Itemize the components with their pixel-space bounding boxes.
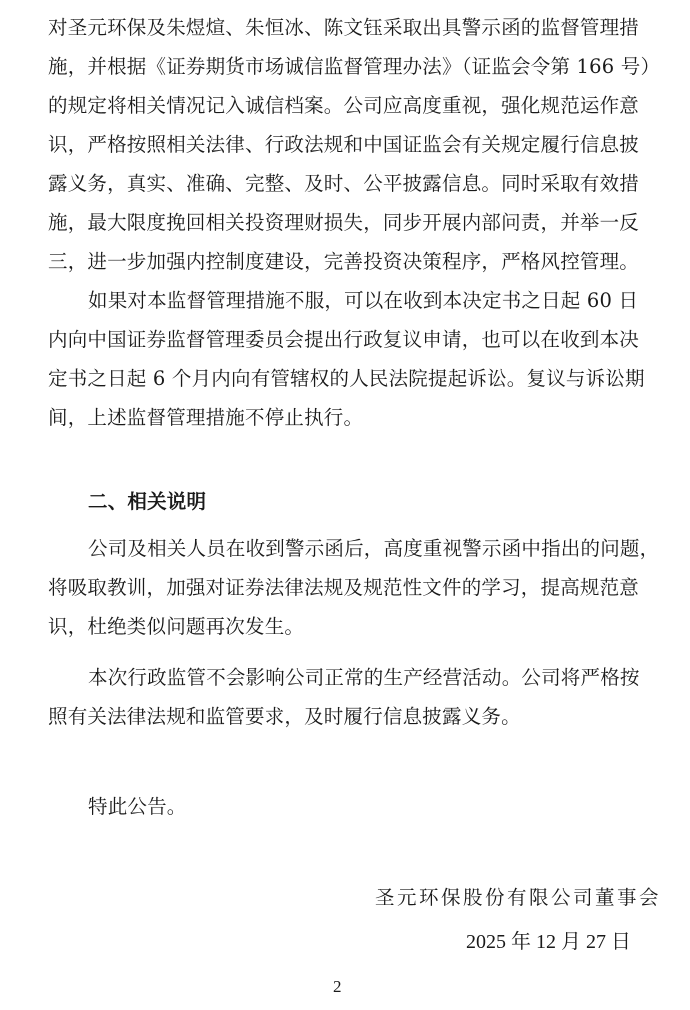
section-heading: 二、相关说明 xyxy=(88,490,207,513)
paragraph-2-line-4: 间，上述监督管理措施不停止执行。 xyxy=(48,406,364,429)
paragraph-4-line-2: 照有关法律法规和监管要求，及时履行信息披露义务。 xyxy=(48,705,521,728)
paragraph-1-line-7: 三，进一步加强内控制度建设，完善投资决策程序，严格风控管理。 xyxy=(48,250,640,273)
paragraph-3-line-2: 将吸取教训，加强对证券法律法规及规范性文件的学习，提高规范意 xyxy=(48,576,640,599)
paragraph-1-line-1: 对圣元环保及朱煜煊、朱恒冰、陈文钰采取出具警示函的监督管理措 xyxy=(48,16,640,39)
paragraph-1-line-6: 施，最大限度挽回相关投资理财损失，同步开展内部问责，并举一反 xyxy=(48,211,640,234)
paragraph-2-line-1: 如果对本监督管理措施不服，可以在收到本决定书之日起 60 日 xyxy=(88,289,639,312)
paragraph-1-line-2: 施，并根据《证券期货市场诚信监督管理办法》（证监会令第 166 号） xyxy=(48,55,661,78)
signature-date: 2025 年 12 月 27 日 xyxy=(466,931,631,953)
closing-statement: 特此公告。 xyxy=(88,795,187,818)
paragraph-2-line-3: 定书之日起 6 个月内向有管辖权的人民法院提起诉讼。复议与诉讼期 xyxy=(48,367,645,390)
paragraph-3-line-1: 公司及相关人员在收到警示函后，高度重视警示函中指出的问题， xyxy=(88,537,660,560)
paragraph-4-line-1: 本次行政监管不会影响公司正常的生产经营活动。公司将严格按 xyxy=(88,666,640,689)
paragraph-1-line-3: 的规定将相关情况记入诚信档案。公司应高度重视，强化规范运作意 xyxy=(48,94,640,117)
paragraph-1-line-5: 露义务，真实、准确、完整、及时、公平披露信息。同时采取有效措 xyxy=(48,172,640,195)
paragraph-3-line-3: 识，杜绝类似问题再次发生。 xyxy=(48,615,305,638)
paragraph-2-line-2: 内向中国证券监督管理委员会提出行政复议申请，也可以在收到本决 xyxy=(48,328,640,351)
paragraph-1-line-4: 识，严格按照相关法律、行政法规和中国证监会有关规定履行信息披 xyxy=(48,133,640,156)
page-number: 2 xyxy=(333,977,342,996)
signature-organization: 圣元环保股份有限公司董事会 xyxy=(375,886,662,909)
